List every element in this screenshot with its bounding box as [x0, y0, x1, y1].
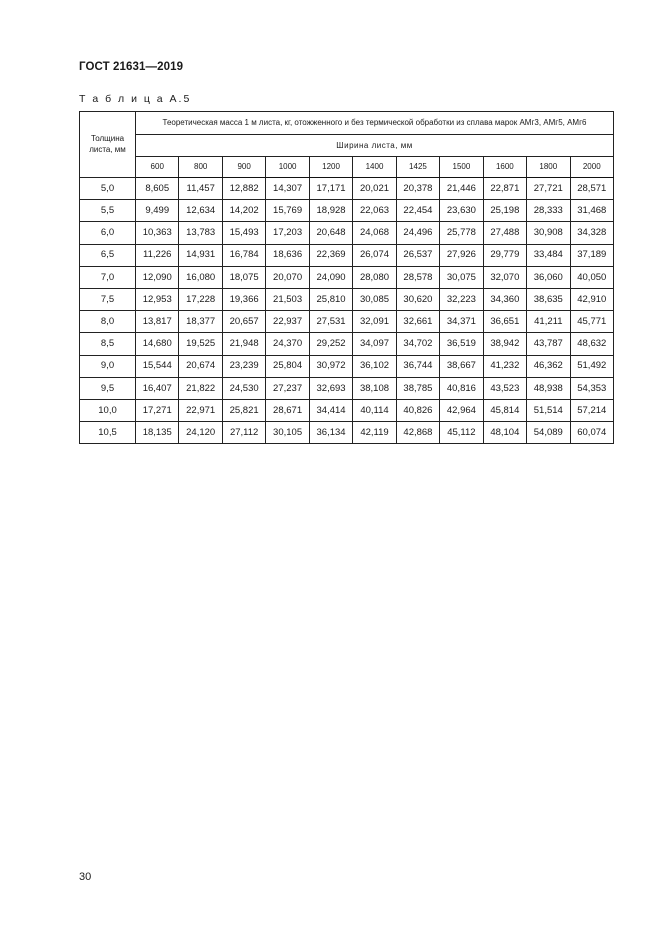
mass-value-cell: 23,239 — [222, 355, 265, 377]
mass-value-cell: 15,769 — [266, 200, 309, 222]
mass-value-cell: 18,075 — [222, 266, 265, 288]
thickness-cell: 10,5 — [80, 422, 136, 444]
mass-value-cell: 40,816 — [440, 377, 483, 399]
mass-value-cell: 48,104 — [483, 422, 526, 444]
mass-value-cell: 12,953 — [136, 288, 179, 310]
mass-value-cell: 43,523 — [483, 377, 526, 399]
mass-value-cell: 29,252 — [309, 333, 352, 355]
mass-value-cell: 41,232 — [483, 355, 526, 377]
mass-value-cell: 13,817 — [136, 311, 179, 333]
table-body — [80, 178, 614, 444]
mass-value-cell: 32,693 — [309, 377, 352, 399]
mass-value-cell: 21,446 — [440, 178, 483, 200]
mass-value-cell: 12,634 — [179, 200, 222, 222]
mass-value-cell: 17,171 — [309, 178, 352, 200]
mass-value-cell: 9,499 — [136, 200, 179, 222]
mass-value-cell: 41,211 — [527, 311, 570, 333]
mass-value-cell: 34,414 — [309, 399, 352, 421]
mass-value-cell: 18,377 — [179, 311, 222, 333]
mass-value-cell: 30,105 — [266, 422, 309, 444]
mass-value-cell: 36,519 — [440, 333, 483, 355]
table-row — [80, 399, 614, 421]
mass-value-cell: 17,271 — [136, 399, 179, 421]
mass-value-cell: 30,620 — [396, 288, 439, 310]
table-row — [80, 333, 614, 355]
mass-value-cell: 24,068 — [353, 222, 396, 244]
mass-value-cell: 24,530 — [222, 377, 265, 399]
mass-value-cell: 43,787 — [527, 333, 570, 355]
mass-value-cell: 15,493 — [222, 222, 265, 244]
table-head — [80, 112, 614, 178]
thickness-cell: 6,0 — [80, 222, 136, 244]
mass-value-cell: 38,942 — [483, 333, 526, 355]
mass-value-cell: 18,928 — [309, 200, 352, 222]
mass-value-cell: 11,226 — [136, 244, 179, 266]
mass-value-cell: 48,938 — [527, 377, 570, 399]
mass-value-cell: 38,108 — [353, 377, 396, 399]
mass-value-cell: 22,937 — [266, 311, 309, 333]
mass-value-cell: 16,080 — [179, 266, 222, 288]
mass-value-cell: 32,091 — [353, 311, 396, 333]
table-row — [80, 288, 614, 310]
mass-value-cell: 12,090 — [136, 266, 179, 288]
mass-value-cell: 20,674 — [179, 355, 222, 377]
table-row — [80, 178, 614, 200]
mass-value-cell: 22,454 — [396, 200, 439, 222]
mass-value-cell: 25,804 — [266, 355, 309, 377]
header-row-width-values — [80, 157, 614, 178]
mass-value-cell: 19,525 — [179, 333, 222, 355]
width-column-header: 2000 — [570, 157, 613, 178]
mass-value-cell: 26,537 — [396, 244, 439, 266]
mass-value-cell: 34,097 — [353, 333, 396, 355]
mass-value-cell: 45,771 — [570, 311, 613, 333]
mass-value-cell: 11,457 — [179, 178, 222, 200]
mass-value-cell: 20,378 — [396, 178, 439, 200]
mass-value-cell: 54,089 — [527, 422, 570, 444]
mass-value-cell: 46,362 — [527, 355, 570, 377]
mass-table — [79, 111, 614, 444]
mass-value-cell: 36,134 — [309, 422, 352, 444]
mass-value-cell: 32,223 — [440, 288, 483, 310]
mass-value-cell: 48,632 — [570, 333, 613, 355]
mass-value-cell: 27,112 — [222, 422, 265, 444]
width-column-header: 1600 — [483, 157, 526, 178]
mass-value-cell: 32,661 — [396, 311, 439, 333]
mass-value-cell: 28,333 — [527, 200, 570, 222]
mass-value-cell: 24,120 — [179, 422, 222, 444]
mass-value-cell: 14,680 — [136, 333, 179, 355]
mass-value-cell: 22,871 — [483, 178, 526, 200]
mass-value-cell: 10,363 — [136, 222, 179, 244]
mass-value-cell: 13,783 — [179, 222, 222, 244]
mass-value-cell: 14,931 — [179, 244, 222, 266]
mass-value-cell: 34,702 — [396, 333, 439, 355]
mass-value-cell: 57,214 — [570, 399, 613, 421]
mass-value-cell: 32,070 — [483, 266, 526, 288]
mass-value-cell: 28,080 — [353, 266, 396, 288]
thickness-cell: 10,0 — [80, 399, 136, 421]
mass-value-cell: 38,667 — [440, 355, 483, 377]
mass-value-cell: 16,784 — [222, 244, 265, 266]
width-header: Ширина листа, мм — [136, 135, 614, 157]
thickness-cell: 8,5 — [80, 333, 136, 355]
mass-value-cell: 21,822 — [179, 377, 222, 399]
mass-value-cell: 51,492 — [570, 355, 613, 377]
mass-value-cell: 34,371 — [440, 311, 483, 333]
mass-value-cell: 20,657 — [222, 311, 265, 333]
thickness-cell: 9,0 — [80, 355, 136, 377]
mass-value-cell: 27,926 — [440, 244, 483, 266]
mass-value-cell: 24,370 — [266, 333, 309, 355]
mass-value-cell: 8,605 — [136, 178, 179, 200]
mass-value-cell: 20,021 — [353, 178, 396, 200]
thickness-cell: 5,0 — [80, 178, 136, 200]
mass-value-cell: 24,090 — [309, 266, 352, 288]
table-caption: Т а б л и ц а А.5 — [79, 93, 192, 105]
thickness-cell: 7,5 — [80, 288, 136, 310]
width-column-header: 1500 — [440, 157, 483, 178]
mass-value-cell: 17,228 — [179, 288, 222, 310]
table-row — [80, 311, 614, 333]
mass-value-cell: 15,544 — [136, 355, 179, 377]
width-column-header: 600 — [136, 157, 179, 178]
page-number: 30 — [79, 871, 92, 883]
thickness-cell: 5,5 — [80, 200, 136, 222]
mass-value-cell: 30,972 — [309, 355, 352, 377]
mass-value-cell: 21,503 — [266, 288, 309, 310]
mass-value-cell: 31,468 — [570, 200, 613, 222]
mass-value-cell: 36,102 — [353, 355, 396, 377]
mass-value-cell: 45,814 — [483, 399, 526, 421]
mass-value-cell: 40,826 — [396, 399, 439, 421]
thickness-header: Толщина листа, мм — [80, 112, 136, 178]
mass-value-cell: 19,366 — [222, 288, 265, 310]
mass-value-cell: 18,636 — [266, 244, 309, 266]
mass-value-cell: 22,971 — [179, 399, 222, 421]
width-column-header: 1800 — [527, 157, 570, 178]
thickness-cell: 6,5 — [80, 244, 136, 266]
table-row — [80, 422, 614, 444]
mass-value-cell: 30,908 — [527, 222, 570, 244]
mass-value-cell: 27,721 — [527, 178, 570, 200]
mass-value-cell: 28,578 — [396, 266, 439, 288]
width-column-header: 1425 — [396, 157, 439, 178]
mass-value-cell: 27,237 — [266, 377, 309, 399]
mass-value-cell: 40,114 — [353, 399, 396, 421]
mass-value-cell: 24,496 — [396, 222, 439, 244]
mass-value-cell: 17,203 — [266, 222, 309, 244]
mass-value-cell: 38,635 — [527, 288, 570, 310]
mass-value-cell: 22,369 — [309, 244, 352, 266]
thickness-cell: 7,0 — [80, 266, 136, 288]
mass-value-cell: 36,060 — [527, 266, 570, 288]
mass-value-cell: 25,810 — [309, 288, 352, 310]
mass-value-cell: 42,910 — [570, 288, 613, 310]
mass-value-cell: 27,488 — [483, 222, 526, 244]
document-header: ГОСТ 21631—2019 — [79, 61, 184, 73]
mass-value-cell: 37,189 — [570, 244, 613, 266]
width-column-header: 900 — [222, 157, 265, 178]
mass-value-cell: 22,063 — [353, 200, 396, 222]
mass-value-cell: 30,075 — [440, 266, 483, 288]
mass-value-cell: 42,119 — [353, 422, 396, 444]
mass-value-cell: 29,779 — [483, 244, 526, 266]
thickness-cell: 8,0 — [80, 311, 136, 333]
width-column-header: 1000 — [266, 157, 309, 178]
mass-value-cell: 28,571 — [570, 178, 613, 200]
mass-value-cell: 45,112 — [440, 422, 483, 444]
mass-value-cell: 36,744 — [396, 355, 439, 377]
mass-value-cell: 33,484 — [527, 244, 570, 266]
mass-value-cell: 20,070 — [266, 266, 309, 288]
mass-value-cell: 42,868 — [396, 422, 439, 444]
mass-header: Теоретическая масса 1 м листа, кг, отожженного и без термической обработки из сплава марок АМг3, АМг5, АМг6 — [136, 112, 614, 135]
mass-value-cell: 25,198 — [483, 200, 526, 222]
mass-value-cell: 54,353 — [570, 377, 613, 399]
header-row-mass — [80, 112, 614, 135]
mass-value-cell: 38,785 — [396, 377, 439, 399]
mass-value-cell: 14,307 — [266, 178, 309, 200]
mass-value-cell: 28,671 — [266, 399, 309, 421]
mass-value-cell: 51,514 — [527, 399, 570, 421]
mass-value-cell: 27,531 — [309, 311, 352, 333]
thickness-cell: 9,5 — [80, 377, 136, 399]
mass-value-cell: 34,360 — [483, 288, 526, 310]
mass-value-cell: 26,074 — [353, 244, 396, 266]
table-row — [80, 266, 614, 288]
mass-value-cell: 34,328 — [570, 222, 613, 244]
mass-value-cell: 25,778 — [440, 222, 483, 244]
mass-value-cell: 60,074 — [570, 422, 613, 444]
mass-value-cell: 18,135 — [136, 422, 179, 444]
mass-value-cell: 14,202 — [222, 200, 265, 222]
table-row — [80, 222, 614, 244]
width-column-header: 1400 — [353, 157, 396, 178]
width-column-header: 800 — [179, 157, 222, 178]
mass-value-cell: 36,651 — [483, 311, 526, 333]
mass-value-cell: 16,407 — [136, 377, 179, 399]
mass-value-cell: 25,821 — [222, 399, 265, 421]
mass-value-cell: 20,648 — [309, 222, 352, 244]
mass-value-cell: 30,085 — [353, 288, 396, 310]
header-row-width — [80, 135, 614, 157]
table-row — [80, 377, 614, 399]
table-row — [80, 244, 614, 266]
mass-value-cell: 42,964 — [440, 399, 483, 421]
table-row — [80, 355, 614, 377]
width-column-header: 1200 — [309, 157, 352, 178]
mass-value-cell: 12,882 — [222, 178, 265, 200]
mass-value-cell: 40,050 — [570, 266, 613, 288]
mass-value-cell: 21,948 — [222, 333, 265, 355]
mass-value-cell: 23,630 — [440, 200, 483, 222]
table-row — [80, 200, 614, 222]
